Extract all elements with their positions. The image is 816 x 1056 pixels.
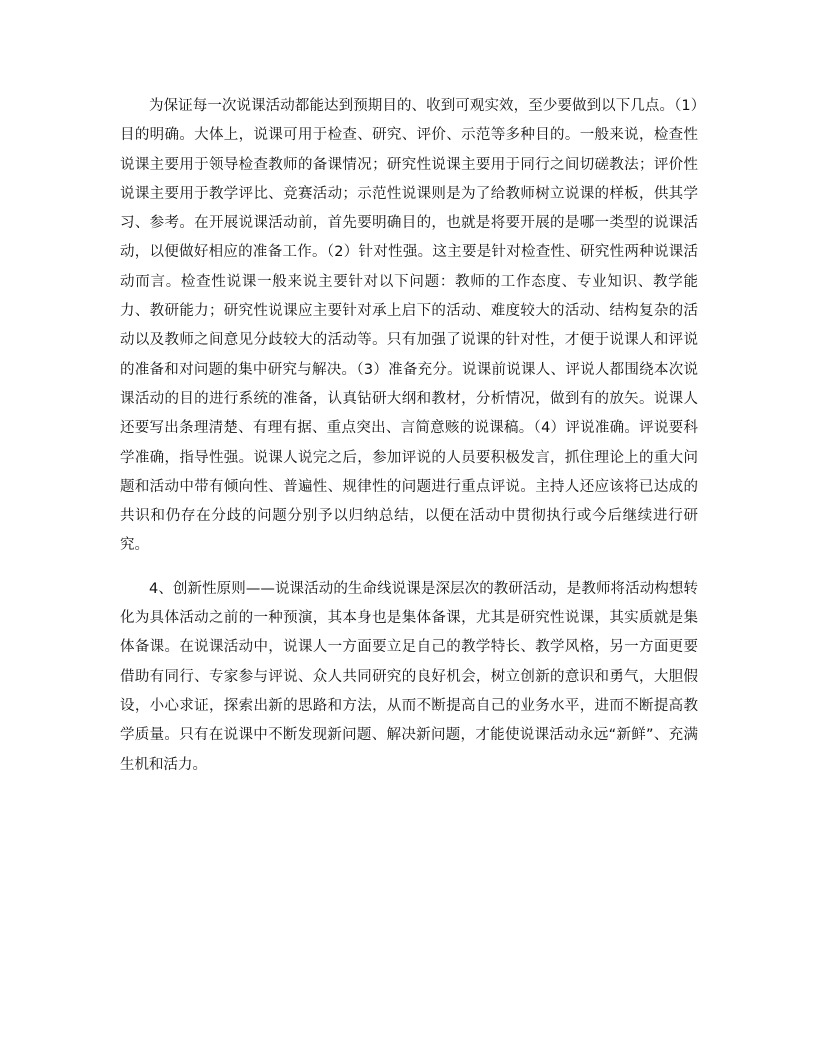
document-body <box>120 92 698 780</box>
paragraph-innovation-principle: 4、创新性原则——说课活动的生命线说课是深层次的教研活动，是教师将活动构想转化为具体活动之前的一种预演，其本身也是集体备课，尤其是研究性说课，其实质就是集体备课。在说课活动中，说课人一方面要立足自己的教学特长、教学风格，另一方面更要借助有同行、专家参与评说、众人共同研究的良好机会，树立创新的意识和勇气，大胆假设，小心求证，探索出新的思路和方法，从而不断提高自己的业务水平，进而不断提高教学质量。只有在说课中不断发现新问题、解决新问题，才能使说课活动永远“新鲜”、充满生机和活力。 <box>120 580 698 773</box>
paragraph-principles-requirements: 为保证每一次说课活动都能达到预期目的、收到可观实效，至少要做到以下几点。（1）目的明确。大体上，说课可用于检查、研究、评价、示范等多种目的。一般来说，检查性说课主要用于领导检查教师的备课情况；研究性说课主要用于同行之间切磋教法；评价性说课主要用于教学评比、竞赛活动；示范性说课则是为了给教师树立说课的样板，供其学习、参考。在开展说课活动前，首先要明确目的，也就是将要开展的是哪一类型的说课活动，以便做好相应的准备工作。（2）针对性强。这主要是针对检查性、研究性两种说课活动而言。检查性说课一般来说主要针对以下问题：教师的工作态度、专业知识、教学能力、教研能力；研究性说课应主要针对承上启下的活动、难度较大的活动、结构复杂的活动以及教师之间意见分歧较大的活动等。只有加强了说课的针对性，才便于说课人和评说的准备和对问题的集中研究与解决。（3）准备充分。说课前说课人、评说人都围绕本次说课活动的目的进行系统的准备，认真钻研大纲和教材，分析情况，做到有的放矢。说课人还要写出条理清楚、有理有据、重点突出、言简意赅的说课稿。（4）评说准确。评说要科学准确，指导性强。说课人说完之后，参加评说的人员要积极发言，抓住理论上的重大问题和活动中带有倾向性、普遍性、规律性的问题进行重点评说。主持人还应该将已达成的共识和仍存在分歧的问题分别予以归纳总结，以便在活动中贯彻执行或今后继续进行研究。 <box>120 98 698 554</box>
